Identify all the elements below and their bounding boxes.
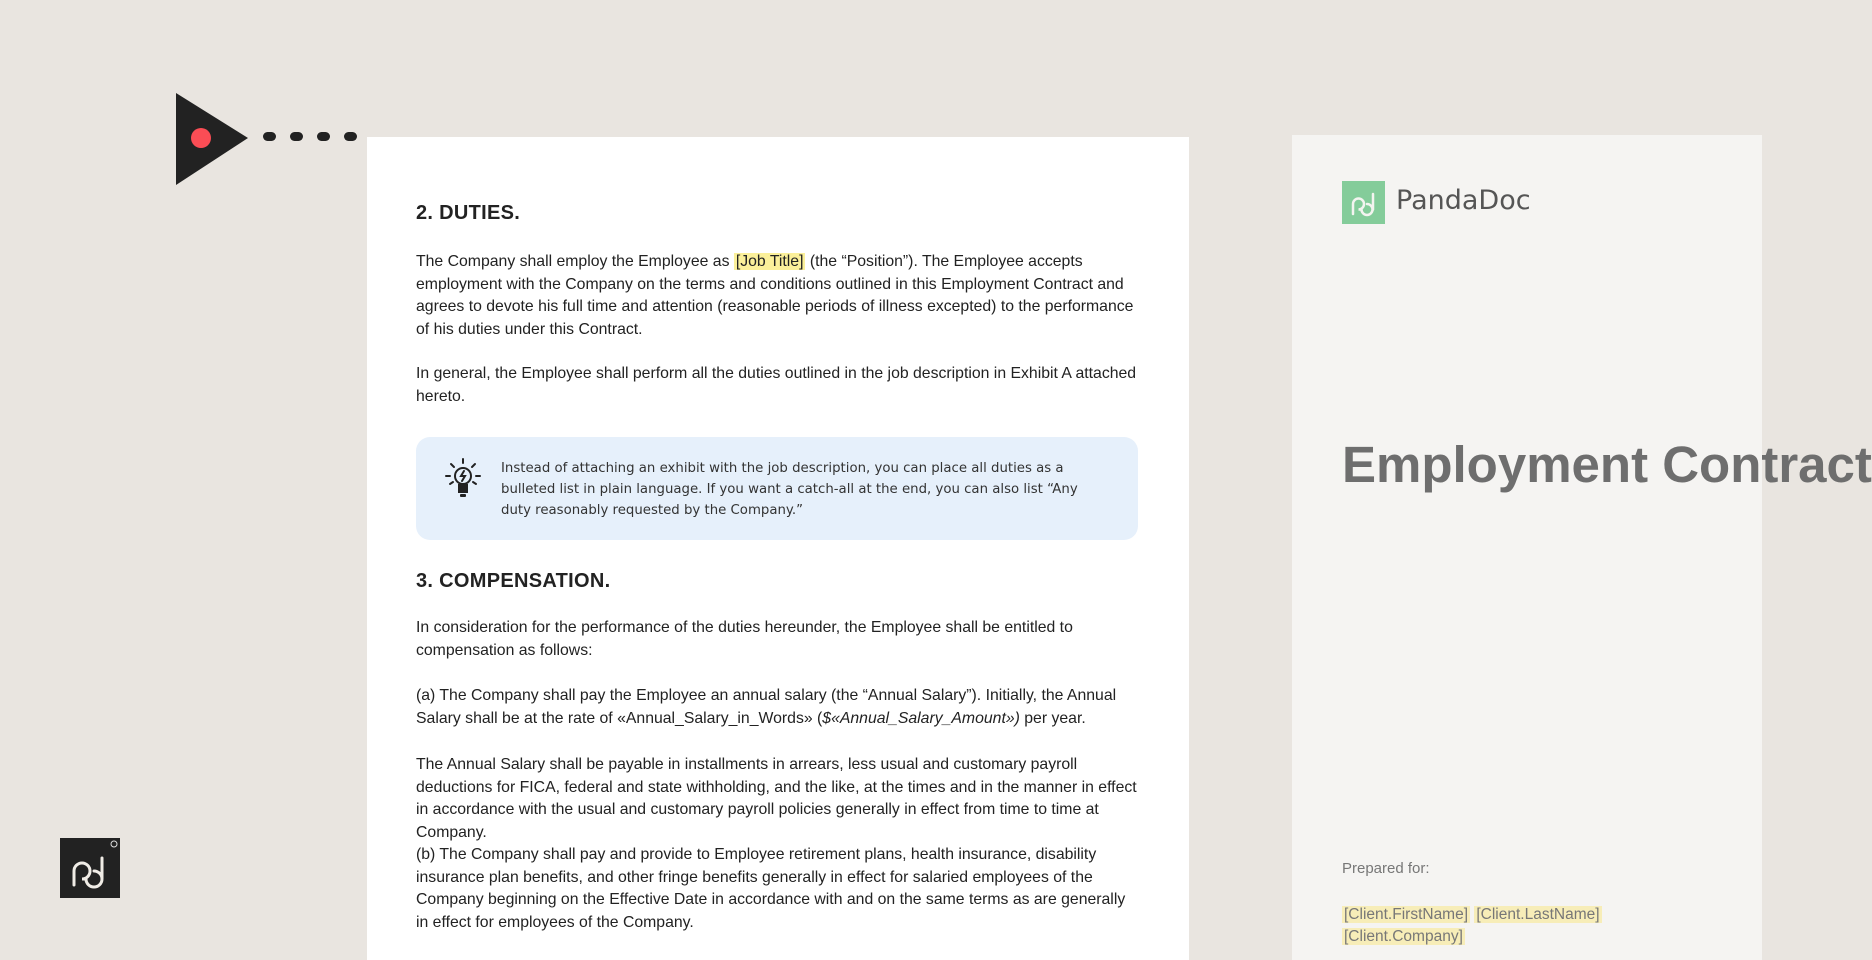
client-company-field[interactable]: [Client.Company]	[1344, 928, 1463, 945]
pandadoc-logo-icon	[1342, 181, 1385, 224]
client-first-name-field[interactable]: [Client.FirstName]	[1344, 906, 1469, 923]
section-heading-duties: 2. DUTIES.	[416, 202, 521, 224]
prepared-for-label: Prepared for:	[1342, 860, 1430, 877]
brand-name: PandaDoc	[1396, 185, 1531, 216]
job-title-field[interactable]: [Job Title]	[735, 253, 804, 270]
client-last-name-field[interactable]: [Client.LastName]	[1476, 906, 1600, 923]
compensation-paragraph-1: In consideration for the performance of the duties hereunder, the Employee shall be entitled to compensation as follows:	[416, 619, 1073, 659]
document-page	[367, 137, 1189, 960]
play-arrow-icon	[170, 88, 370, 188]
text: per year.	[1019, 709, 1086, 727]
duties-paragraph-1	[416, 251, 1138, 342]
cover-title: Employment Contract	[1342, 436, 1872, 493]
compensation-paragraph-b: (b) The Company shall pay and provide to Employee retirement plans, health insurance, disability insurance plan benefits, and other fringe benefits generally in effect for salaried employees of the Company beginning on the Effective Date in accordance with and on the same terms as are generally in effect for employees of the Company.	[416, 846, 1126, 932]
pandadoc-logo-badge	[60, 838, 120, 898]
section-heading-compensation: 3. COMPENSATION.	[416, 570, 611, 592]
pd-logo-icon	[60, 838, 120, 898]
compensation-paragraph-payable: The Annual Salary shall be payable in installments in arrears, less usual and customary payroll deductions for FICA, federal and state withholding, and the like, at the times and in the manner in effect in accordance with the usual and customary payroll policies generally in effect from time to time at Company.	[416, 756, 1137, 842]
text: (a) The Company shall pay the Employee an annual salary (the “Annual Salary”). Initially, the Annual Salary shall be at the rate of «Annual_Salary_in_Words» (	[416, 687, 1117, 727]
lightbulb-icon	[444, 457, 482, 501]
text: (the “Position”). The Employee accepts employment with the Company on the terms and conditions outlined in this Employment Contract and agrees to devote his full time and attention (reasonable periods of illness excepted) to the performance of his duties under this Contract.	[416, 253, 1134, 339]
duties-paragraph-2: In general, the Employee shall perform all the duties outlined in the job description in Exhibit A attached hereto.	[416, 365, 1137, 405]
tip-text: Instead of attaching an exhibit with the job description, you can place all duties as a bulleted list in plain language. If you want a catch-all at the end, you can also list “Any duty reasonably requested by the Company.”	[501, 461, 1078, 518]
salary-amount-field: $«Annual_Salary_Amount»)	[822, 709, 1020, 727]
cover-page	[1292, 135, 1872, 960]
compensation-paragraph-a	[416, 685, 1138, 730]
tip-callout	[416, 437, 1138, 540]
text: The Company shall employ the Employee as	[416, 253, 734, 270]
